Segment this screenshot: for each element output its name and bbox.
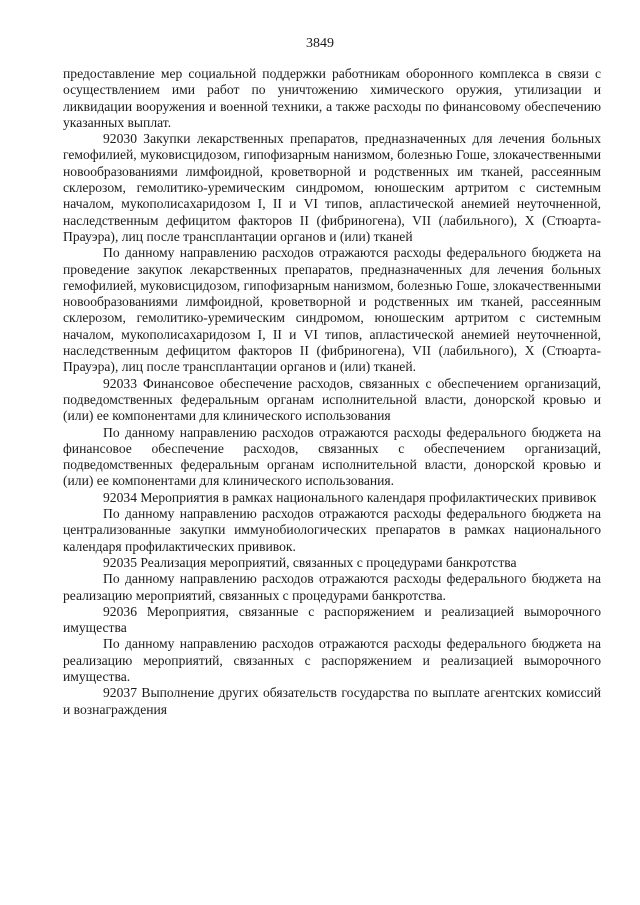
section-heading-92033: 92033 Финансовое обеспечение расходов, связанных с обеспечением организаций, подведомственных федеральным органам исполнительной власти, донорской кровью и (или) ее компонентами для клинического использования <box>63 375 601 424</box>
section-heading-92034: 92034 Мероприятия в рамках национального календаря профилактических прививок <box>103 489 597 505</box>
section-heading-92036: 92036 Мероприятия, связанные с распоряжением и реализацией выморочного имущества <box>63 603 601 636</box>
page-number: 3849 <box>306 36 334 51</box>
section-heading-92030: 92030 Закупки лекарственных препаратов, предназначенных для лечения больных гемофилией, муковисцидозом, гипофизарным нанизмом, болезнью Гоше, злокачественными новообразованиями лимфоидной, кроветворной и родственных им тканей, рассеянным склерозом, гемолитико-уремическим синдромом, юношеским артритом с системным началом, мукополисахаридозом I, II и VI типов, апластической анемией неуточненной, наследственным дефицитом факторов II (фибриногена), VII (лабильного), X (Стюарта-Прауэра), лиц после трансплантации органов и (или) тканей <box>63 131 601 244</box>
section-heading-92037: 92037 Выполнение других обязательств государства по выплате агентских комиссий и вознаграждения <box>63 685 601 717</box>
paragraph-92034-description: По данному направлению расходов отражаются расходы федерального бюджета на централизованные закупки иммунобиологических препаратов в рамках национального календаря профилактических прививок. <box>63 506 601 554</box>
document-body <box>63 66 601 718</box>
paragraph-92035-description: По данному направлению расходов отражаются расходы федерального бюджета на реализацию мероприятий, связанных с процедурами банкротства. <box>63 571 601 603</box>
paragraph-92036-description: По данному направлению расходов отражаются расходы федерального бюджета на реализацию мероприятий, связанных с распоряжением и реализацией выморочного имущества. <box>63 636 601 684</box>
paragraph-92033-description: По данному направлению расходов отражаются расходы федерального бюджета на финансовое обеспечение расходов, связанных с обеспечением организаций, подведомственных федеральным органам исполнительной власти, донорской кровью и (или) ее компонентами для клинического использования. <box>63 424 601 489</box>
section-heading-92035: 92035 Реализация мероприятий, связанных с процедурами банкротства <box>103 554 517 570</box>
paragraph-continuation: предоставление мер социальной поддержки работникам оборонного комплекса в связи с осуществлением ими работ по уничтожению химического оружия, утилизации и ликвидации вооружения и военной техники, а также расходы по финансовому обеспечению указанных выплат. <box>63 66 601 130</box>
paragraph-92030-description: По данному направлению расходов отражаются расходы федерального бюджета на проведение закупок лекарственных препаратов, предназначенных для лечения больных гемофилией, муковисцидозом, гипофизарным нанизмом, болезнью Гоше, злокачественными новообразованиями лимфоидной, кроветворной и родственных им тканей, рассеянным склерозом, гемолитико-уремическим синдромом, юношеским артритом с системным началом, мукополисахаридозом I, II и VI типов, апластической анемией неуточненной, наследственным дефицитом факторов II (фибриногена), VII (лабильного), X (Стюарта-Прауэра), лиц после трансплантации органов и (или) тканей. <box>63 245 601 375</box>
